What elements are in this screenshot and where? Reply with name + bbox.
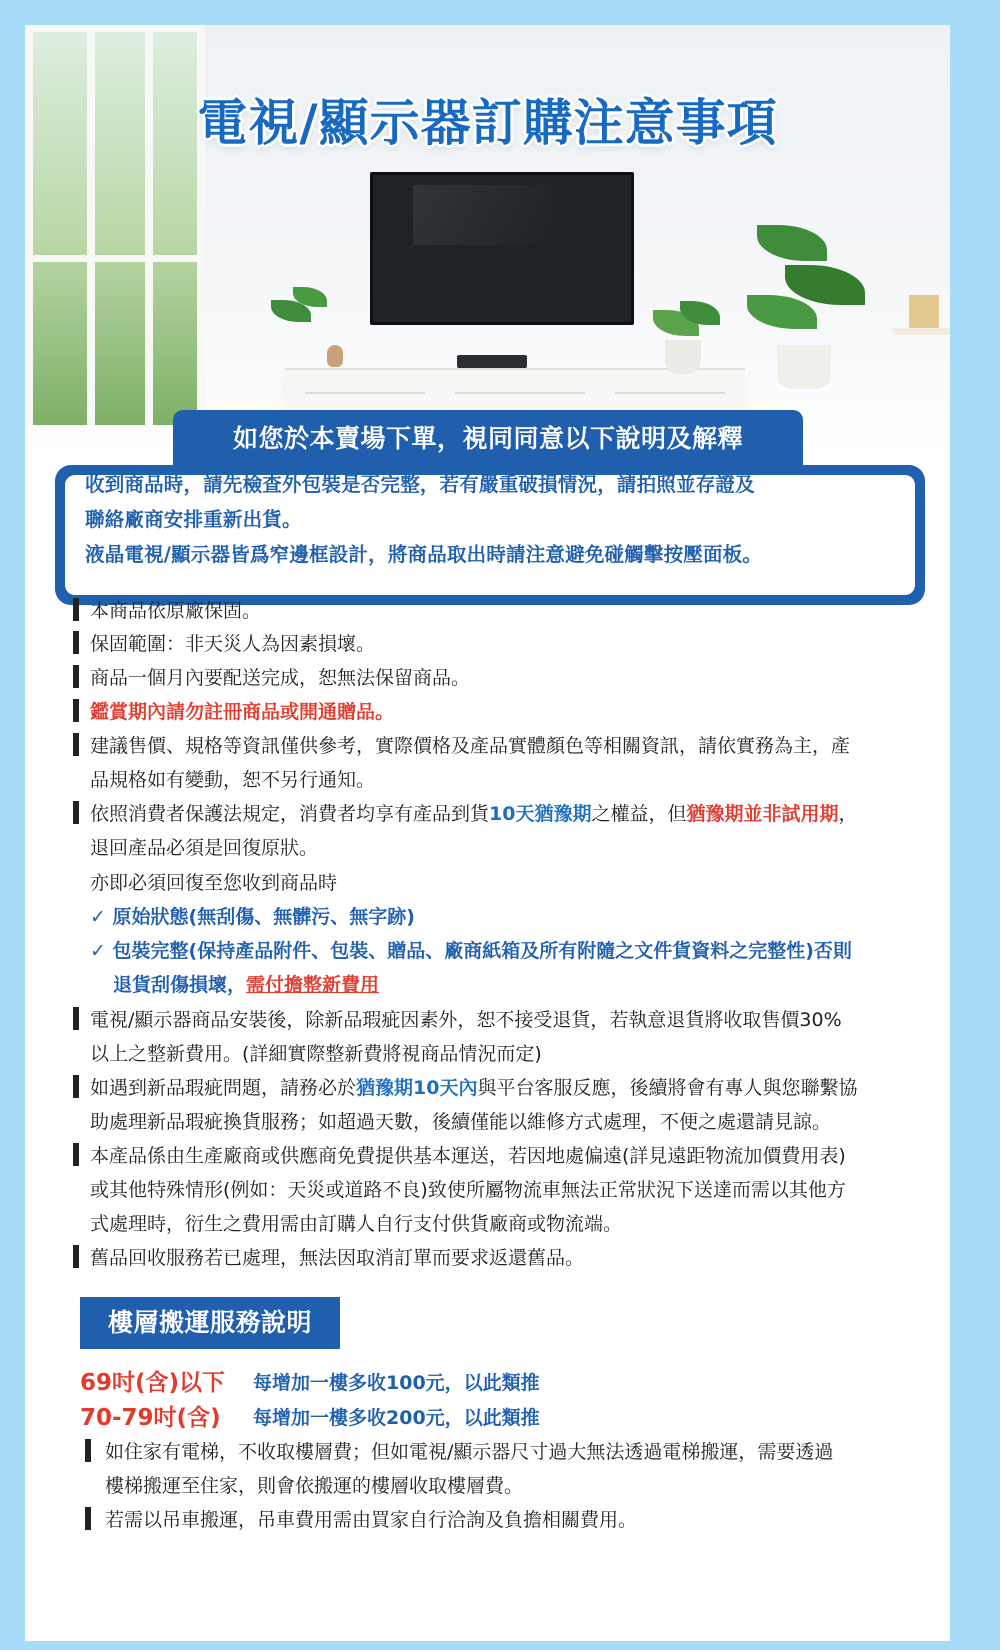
bullet-marker bbox=[73, 1075, 79, 1098]
term-defect-line-1: 如遇到新品瑕疵問題，請務必於猶豫期10天內與平台客服反應，後續將會有專人與您聯繫協 bbox=[90, 1077, 858, 1099]
bullet-marker bbox=[73, 733, 79, 756]
soundbar-illustration bbox=[457, 355, 527, 368]
term-shipping-line-1: 本產品係由生產廠商或供應商免費提供基本運送，若因地處偏遠(詳見遠距物流加價費用表) bbox=[90, 1145, 846, 1167]
term-shipping-line-2: 或其他特殊情形(例如：天災或道路不良)致使所屬物流車無法正常狀況下送達而需以其他方 bbox=[90, 1179, 846, 1201]
bullet-marker bbox=[73, 1143, 79, 1166]
check-packaging-intact-line-2: 退貨刮傷損壞，需付擔整新費用 bbox=[113, 974, 380, 996]
picture-frame-illustration bbox=[909, 295, 939, 328]
notice-line-3: 液晶電視/顯示器皆爲窄邊框設計，將商品取出時請注意避免碰觸擊按壓面板。 bbox=[85, 543, 763, 566]
floor-service-header: 樓層搬運服務說明 bbox=[80, 1297, 340, 1349]
vase-illustration bbox=[327, 345, 343, 367]
term-installed-return-line-2: 以上之整新費用。(詳細實際整新費將視商品情況而定) bbox=[90, 1043, 542, 1065]
term-no-registration: 鑑賞期內請勿註冊商品或開通贈品。 bbox=[90, 701, 395, 723]
notice-line-2: 聯絡廠商安排重新出貨。 bbox=[85, 508, 302, 531]
bullet-marker bbox=[73, 1245, 79, 1268]
floor-note-elevator-line-1: 如住家有電梯，不收取樓層費；但如電視/顯示器尺寸過大無法透過電梯搬運，需要透過 bbox=[105, 1441, 834, 1463]
fee-tier-1: 每增加一樓多收100元，以此類推 bbox=[253, 1372, 540, 1394]
check-packaging-intact-line-1: ✓ 包裝完整(保持產品附件、包裝、贈品、廠商紙箱及所有附隨之文件貨資料之完整性)否則 bbox=[90, 940, 852, 962]
term-delivery-window: 商品一個月內要配送完成，恕無法保留商品。 bbox=[90, 667, 471, 689]
term-pricing-line-2: 品規格如有變動，恕不另行通知。 bbox=[90, 769, 376, 791]
notice-line-1: 收到商品時，請先檢查外包裝是否完整，若有嚴重破損情況，請拍照並存證及 bbox=[85, 473, 755, 496]
plant-pot-illustration bbox=[665, 340, 701, 374]
term-warranty: 本商品依原廠保固。 bbox=[90, 600, 262, 622]
term-old-appliance-recycling: 舊品回收服務若已處理，無法因取消訂單而要求返還舊品。 bbox=[90, 1247, 585, 1269]
term-cooling-off-line-1: 依照消費者保護法規定，消費者均享有產品到貨10天猶豫期之權益，但猶豫期並非試用期， bbox=[90, 803, 858, 825]
bullet-marker bbox=[73, 665, 79, 688]
fee-tier-2: 每增加一樓多收200元，以此類推 bbox=[253, 1407, 540, 1429]
term-pricing-line-1: 建議售價、規格等資訊僅供參考，實際價格及產品實體顏色等相關資訊，請依實務為主，產 bbox=[90, 735, 851, 757]
floor-note-elevator-line-2: 樓梯搬運至住家，則會依搬運的樓層收取樓層費。 bbox=[105, 1475, 524, 1497]
agreement-banner: 如您於本賣場下單，視同同意以下說明及解釋 bbox=[173, 410, 803, 472]
term-defect-line-2: 助處理新品瑕疵換貨服務；如超過天數，後續僅能以維修方式處理，不便之處還請見諒。 bbox=[90, 1111, 832, 1133]
term-cooling-off-line-2: 退回產品必須是回復原狀。 bbox=[90, 837, 319, 859]
term-shipping-line-3: 式處理時，衍生之費用需由訂購人自行支付供貨廠商或物流端。 bbox=[90, 1213, 623, 1235]
floor-note-crane: 若需以吊車搬運，吊車費用需由買家自行洽詢及負擔相關費用。 bbox=[105, 1509, 638, 1531]
tv-illustration bbox=[370, 172, 634, 325]
notice-card bbox=[25, 25, 950, 1641]
bullet-marker bbox=[73, 598, 79, 621]
page-title: 電視/顯示器訂購注意事項 bbox=[197, 94, 778, 152]
shelf-illustration bbox=[893, 328, 950, 335]
bullet-marker bbox=[73, 801, 79, 824]
bullet-marker bbox=[73, 631, 79, 654]
bullet-marker bbox=[73, 1007, 79, 1030]
large-plant-illustration bbox=[757, 225, 827, 261]
bullet-marker bbox=[85, 1507, 91, 1530]
term-installed-return-line-1: 電視/顯示器商品安裝後，除新品瑕疵因素外，恕不接受退貨，若執意退貨將收取售價30% bbox=[90, 1009, 842, 1031]
size-tier-2: 70-79吋(含) bbox=[80, 1405, 221, 1431]
term-warranty-scope: 保固範圍：非天災人為因素損壞。 bbox=[90, 633, 376, 655]
term-cooling-off-line-3: 亦即必須回復至您收到商品時 bbox=[90, 872, 338, 894]
check-original-condition: ✓ 原始狀態(無刮傷、無髒污、無字跡) bbox=[90, 906, 415, 928]
hero-image-living-room bbox=[25, 25, 950, 455]
size-tier-1: 69吋(含)以下 bbox=[80, 1370, 226, 1396]
bullet-marker bbox=[73, 699, 79, 722]
bullet-marker bbox=[85, 1439, 91, 1462]
